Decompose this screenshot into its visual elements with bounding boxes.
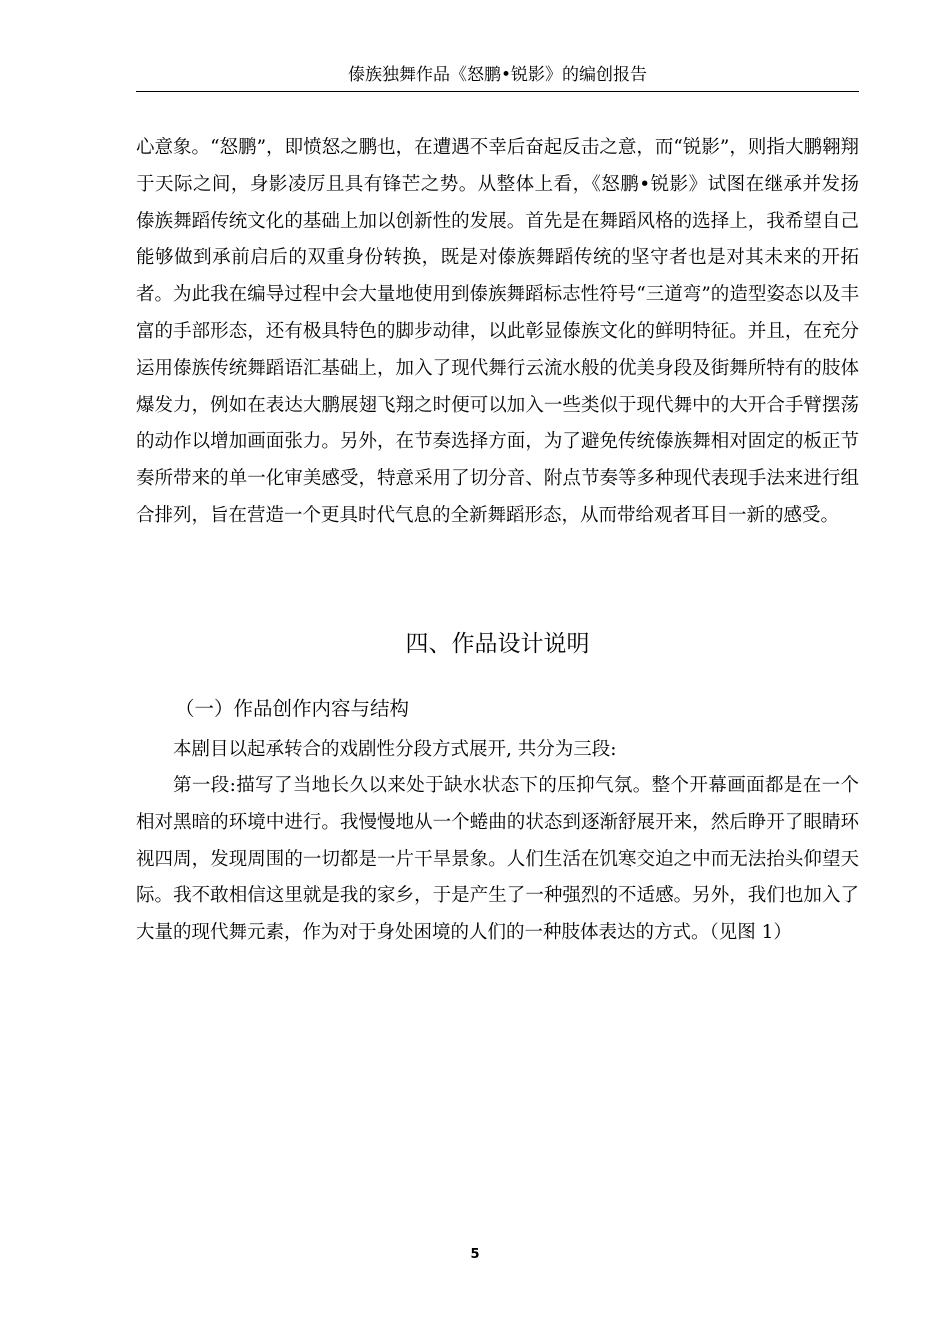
page-number: 5 [470,1247,480,1262]
subsection-title: （一）作品创作内容与结构 [175,697,410,720]
paragraph-segment-1: 第一段:描写了当地长久以来处于缺水状态下的压抑气氛。整个开幕画面都是在一个相对黑暗的环境中进行。我慢慢地从一个蜷曲的状态到逐渐舒展开来，然后睁开了眼睛环视四周，发现周围的一切都是一片干旱景象。人们生活在饥寒交迫之中而无法抬头仰望天际。我不敢相信这里就是我的家乡，于是产生了一种强烈的不适感。另外，我们也加入了大量的现代舞元素，作为对于身处困境的人们的一种肢体表达的方式。（见图 1） [136,775,859,944]
running-header: 傣族独舞作品《怒鹏•锐影》的编创报告 [347,65,648,85]
paragraph-intro: 本剧目以起承转合的戏剧性分段方式展开, 共分为三段: [173,739,617,760]
header-rule [136,91,859,92]
paragraph-continuation: 心意象。“怒鹏”，即愤怒之鹏也，在遭遇不幸后奋起反击之意，而“锐影”，则指大鹏翱翔于天际之间，身影凌厉且具有锋芒之势。从整体上看，《怒鹏•锐影》试图在继承并发扬傣族舞蹈传统文化的基础上加以创新性的发展。首先是在舞蹈风格的选择上，我希望自己能够做到承前启后的双重身份转换，既是对傣族舞蹈传统的坚守者也是对其未来的开拓者。为此我在编导过程中会大量地使用到傣族舞蹈标志性符号“三道弯”的造型姿态以及丰富的手部形态，还有极具特色的脚步动律，以此彰显傣族文化的鲜明特征。并且，在充分运用傣族传统舞蹈语汇基础上，加入了现代舞行云流水般的优美身段及街舞所特有的肢体爆发力，例如在表达大鹏展翅飞翔之时便可以加入一些类似于现代舞中的大开合手臂摆荡的动作以增加画面张力。另外，在节奏选择方面，为了避免传统傣族舞相对固定的板正节奏所带来的单一化审美感受，特意采用了切分音、附点节奏等多种现代表现手法来进行组合排列，旨在营造一个更具时代气息的全新舞蹈形态，从而带给观者耳目一新的感受。 [136,137,859,526]
section-title: 四、作品设计说明 [405,631,590,657]
